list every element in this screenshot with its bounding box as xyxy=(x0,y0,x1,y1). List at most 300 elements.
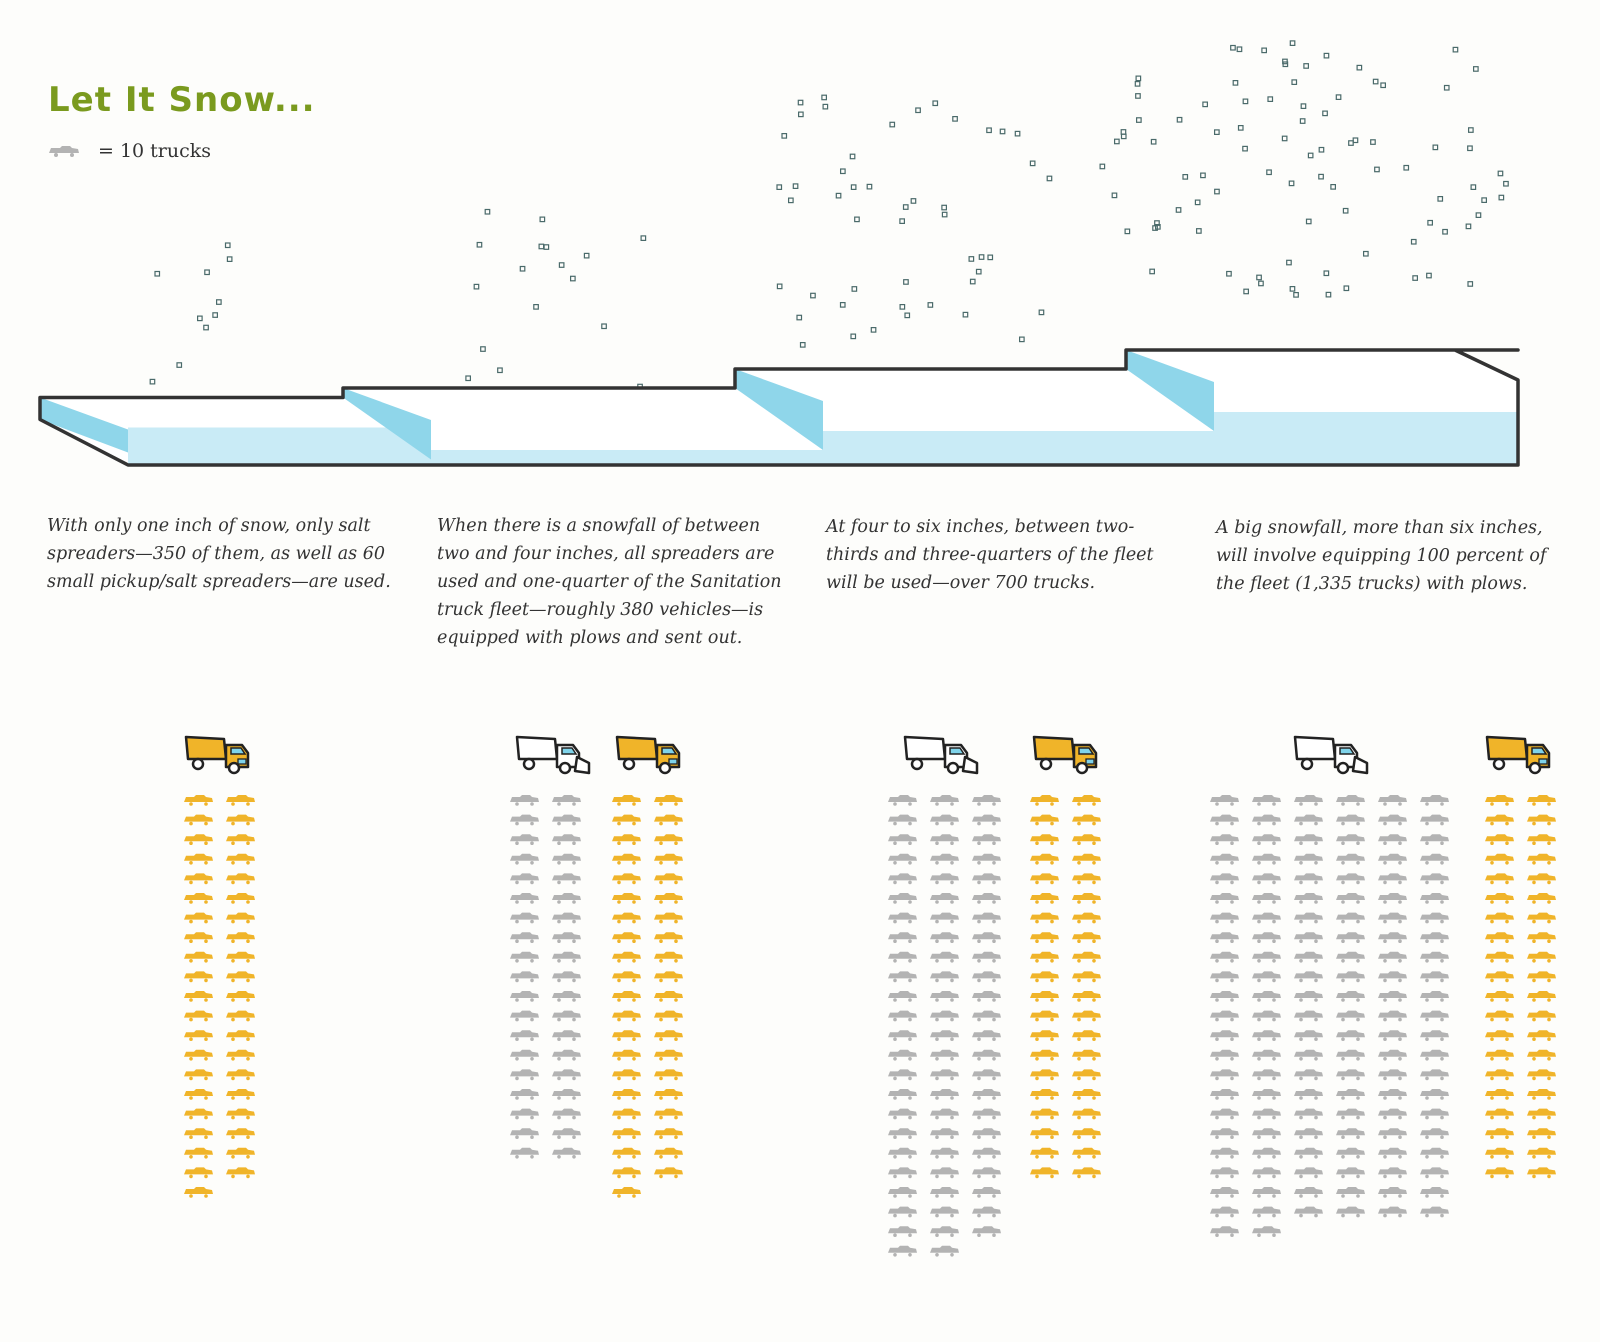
salt-spreader-unit xyxy=(1527,932,1556,943)
salt-spreader-unit xyxy=(184,1167,213,1178)
plow-truck-unit xyxy=(1252,1050,1281,1061)
snowflake xyxy=(1326,292,1331,297)
plow-truck-unit xyxy=(930,1128,959,1139)
snowflake xyxy=(1136,76,1141,81)
salt-spreader-unit xyxy=(1485,1030,1514,1041)
snowflake xyxy=(204,325,209,330)
snowflake xyxy=(1100,164,1105,169)
plow-truck-unit xyxy=(888,1069,917,1080)
plow-truck-unit xyxy=(1210,1226,1239,1237)
plow-truck-unit xyxy=(1336,1011,1365,1022)
plow-truck-unit xyxy=(930,1030,959,1041)
snowflake xyxy=(1319,174,1324,179)
salt-spreader-unit xyxy=(1030,952,1059,963)
plow-truck-unit xyxy=(1294,991,1323,1002)
plow-truck-unit xyxy=(1252,932,1281,943)
plow-truck-unit xyxy=(1210,834,1239,845)
plow-truck-unit xyxy=(1336,913,1365,924)
snowflake xyxy=(602,324,607,329)
salt-spreader-unit xyxy=(1072,1148,1101,1159)
salt-spreader-unit xyxy=(184,1148,213,1159)
salt-spreader-unit xyxy=(1072,1030,1101,1041)
salt-spreader-unit xyxy=(1485,1128,1514,1139)
plow-truck-unit xyxy=(552,834,581,845)
salt-spreader-unit xyxy=(184,991,213,1002)
snowflake xyxy=(1428,221,1433,226)
plow-truck-unit xyxy=(930,971,959,982)
snowflake xyxy=(823,104,828,109)
plow-truck-unit xyxy=(1336,1187,1365,1198)
plow-truck-unit xyxy=(1294,893,1323,904)
salt-spreader-unit xyxy=(654,873,683,884)
snowflake xyxy=(979,255,984,259)
salt-spreader-unit xyxy=(1030,1109,1059,1120)
salt-spreader-unit xyxy=(1527,1089,1556,1100)
plow-truck-unit xyxy=(1210,971,1239,982)
salt-spreader-unit xyxy=(612,913,641,924)
snowflake xyxy=(905,313,910,318)
snowflake xyxy=(1476,213,1481,218)
salt-spreader-unit xyxy=(1527,1030,1556,1041)
plow-truck-unit xyxy=(1336,873,1365,884)
snowflake xyxy=(1282,136,1287,141)
salt-spreader-unit xyxy=(1030,1128,1059,1139)
salt-spreader-unit xyxy=(1072,991,1101,1002)
plow-truck-unit xyxy=(972,991,1001,1002)
salt-spreader-unit xyxy=(184,932,213,943)
snowflake xyxy=(855,217,860,222)
snowflake xyxy=(481,347,486,352)
salt-spreader-unit xyxy=(1030,971,1059,982)
plow-truck-unit xyxy=(510,952,539,963)
plow-truck-unit xyxy=(888,854,917,865)
plow-truck-unit xyxy=(930,815,959,826)
salt-spreader-unit xyxy=(1485,1011,1514,1022)
plow-truck-unit xyxy=(1420,1089,1449,1100)
snowflake xyxy=(852,287,857,292)
snowflake xyxy=(474,284,479,289)
salt-spreader-unit xyxy=(226,932,255,943)
plow-truck-unit xyxy=(1378,1128,1407,1139)
plow-truck-unit xyxy=(1294,1030,1323,1041)
plow-truck-unit xyxy=(1294,1089,1323,1100)
snowflake xyxy=(811,293,816,298)
plow-truck-unit xyxy=(552,1109,581,1120)
salt-spreader-unit xyxy=(612,1109,641,1120)
plow-truck-unit xyxy=(972,893,1001,904)
salt-spreader-unit xyxy=(226,893,255,904)
snowflake xyxy=(797,315,802,320)
plow-truck-unit xyxy=(1252,1030,1281,1041)
snowflake xyxy=(1357,65,1362,70)
plow-truck-unit xyxy=(1252,1109,1281,1120)
salt-spreader-unit xyxy=(1527,1109,1556,1120)
snowflake xyxy=(1125,229,1130,234)
salt-spreader-unit xyxy=(1072,1011,1101,1022)
plow-truck-unit xyxy=(1378,971,1407,982)
snowflake xyxy=(205,270,210,275)
salt-spreader-unit xyxy=(654,815,683,826)
salt-spreader-unit xyxy=(1527,854,1556,865)
plow-truck-unit xyxy=(1336,952,1365,963)
plow-truck-unit xyxy=(552,1069,581,1080)
salt-spreader-unit xyxy=(1527,1069,1556,1080)
salt-spreader-unit xyxy=(1485,854,1514,865)
salt-spreader-unit xyxy=(1485,1050,1514,1061)
salt-spreader-unit xyxy=(184,1011,213,1022)
salt-spreader-unit xyxy=(1030,991,1059,1002)
plow-truck-unit xyxy=(972,932,1001,943)
snowflake xyxy=(1290,41,1295,46)
plow-truck-unit xyxy=(552,854,581,865)
plow-truck-unit xyxy=(1420,1030,1449,1041)
plow-truck-unit xyxy=(1210,932,1239,943)
plow-truck-unit xyxy=(1336,893,1365,904)
salt-spreader-unit xyxy=(226,834,255,845)
salt-spreader-unit xyxy=(1485,893,1514,904)
snowflake xyxy=(1443,230,1448,235)
plow-truck-unit xyxy=(1378,1109,1407,1120)
snowflake xyxy=(963,312,968,317)
plow-truck-unit xyxy=(1336,1089,1365,1100)
snowflake xyxy=(177,363,182,368)
plow-truck-unit xyxy=(888,913,917,924)
plow-truck-unit xyxy=(510,1109,539,1120)
plow-truck-unit xyxy=(1252,1187,1281,1198)
plow-truck-unit xyxy=(972,952,1001,963)
snowflake xyxy=(1375,167,1380,172)
plow-truck-unit xyxy=(930,952,959,963)
plow-truck-unit xyxy=(1378,1207,1407,1218)
snowflake xyxy=(1371,140,1376,145)
snowflake xyxy=(1137,118,1142,123)
plow-truck-unit xyxy=(510,1030,539,1041)
salt-spreader-unit xyxy=(1485,795,1514,806)
snowflake xyxy=(1289,181,1294,186)
plow-truck-unit xyxy=(1378,873,1407,884)
snowflake xyxy=(1287,260,1292,265)
snowflake xyxy=(798,100,803,105)
salt-spreader-unit xyxy=(184,971,213,982)
plow-truck-unit xyxy=(552,1050,581,1061)
plow-truck-unit xyxy=(1378,834,1407,845)
snowflake xyxy=(227,257,232,262)
salt-spreader-unit xyxy=(184,873,213,884)
plow-truck-unit xyxy=(510,1050,539,1061)
salt-spreader-unit xyxy=(1072,815,1101,826)
plow-truck-unit xyxy=(1420,1128,1449,1139)
snowflake xyxy=(466,376,471,381)
plow-truck-unit xyxy=(930,873,959,884)
snowflake xyxy=(1294,293,1299,298)
plow-truck-unit xyxy=(1294,1128,1323,1139)
salt-spreader-unit xyxy=(1072,1069,1101,1080)
plow-truck-unit xyxy=(1336,815,1365,826)
snowflake xyxy=(789,198,794,203)
salt-spreader-unit xyxy=(184,1030,213,1041)
plow-truck-unit xyxy=(1210,873,1239,884)
plow-truck-unit xyxy=(972,1207,1001,1218)
plow-truck-unit xyxy=(1294,1148,1323,1159)
plow-truck-unit xyxy=(888,1167,917,1178)
plow-truck-unit xyxy=(552,1128,581,1139)
snowflake xyxy=(1239,126,1244,131)
salt-spreader-unit xyxy=(1527,815,1556,826)
salt-spreader-unit xyxy=(654,1148,683,1159)
salt-spreader-unit xyxy=(654,991,683,1002)
plow-truck-unit xyxy=(1294,1207,1323,1218)
salt-spreader-unit xyxy=(612,815,641,826)
snowflake xyxy=(540,217,545,222)
salt-spreader-unit xyxy=(184,1128,213,1139)
salt-spreader-unit xyxy=(1485,1167,1514,1178)
salt-spreader-unit xyxy=(226,1109,255,1120)
snowflake xyxy=(198,316,203,321)
plow-truck-unit xyxy=(972,1069,1001,1080)
snowflake xyxy=(900,305,905,310)
snowflake xyxy=(782,134,787,139)
snowflake xyxy=(1307,219,1312,224)
salt-spreader-unit xyxy=(1485,952,1514,963)
plow-truck-unit xyxy=(888,834,917,845)
plow-truck-unit xyxy=(1420,1069,1449,1080)
snowflake xyxy=(1215,130,1220,135)
truck-pictogram xyxy=(184,737,1556,1257)
snowflake xyxy=(1195,200,1200,205)
salt-spreader-unit xyxy=(226,1030,255,1041)
plow-truck-unit xyxy=(1210,1109,1239,1120)
plow-truck-unit xyxy=(1378,952,1407,963)
salt-spreader-unit xyxy=(654,1050,683,1061)
snowflake xyxy=(217,300,222,305)
plow-truck-unit xyxy=(1336,795,1365,806)
snowflake xyxy=(916,108,921,113)
plow-truck-unit xyxy=(930,1226,959,1237)
plow-truck-unit xyxy=(888,1050,917,1061)
snowflake xyxy=(1112,193,1117,198)
snowflake xyxy=(988,255,993,260)
salt-spreader-unit xyxy=(1527,1011,1556,1022)
plow-truck-unit xyxy=(1252,1069,1281,1080)
snowflake xyxy=(1015,131,1020,136)
salt-spreader-unit xyxy=(1527,952,1556,963)
plow-truck-unit xyxy=(1252,1148,1281,1159)
salt-spreader-unit xyxy=(1527,873,1556,884)
plow-truck-unit xyxy=(1210,1069,1239,1080)
snowflake xyxy=(1364,252,1369,257)
plow-truck-unit xyxy=(510,893,539,904)
plow-truck-unit xyxy=(1336,1148,1365,1159)
salt-spreader-unit xyxy=(1030,1089,1059,1100)
plow-truck-unit xyxy=(1378,991,1407,1002)
snowflake xyxy=(1373,79,1378,84)
snowflake xyxy=(1243,146,1248,151)
plow-truck-unit xyxy=(1210,952,1239,963)
salt-spreader-unit xyxy=(654,893,683,904)
plow-truck-unit xyxy=(930,1011,959,1022)
snowflake xyxy=(841,169,846,174)
plow-truck-unit xyxy=(1294,1109,1323,1120)
plow-truck-unit xyxy=(930,893,959,904)
snowflake xyxy=(1292,80,1297,85)
snowflake xyxy=(867,184,872,189)
plow-truck-unit xyxy=(1420,1148,1449,1159)
plow-truck-unit xyxy=(510,932,539,943)
salt-spreader-icon xyxy=(1034,737,1096,773)
salt-spreader-unit xyxy=(1030,873,1059,884)
snowflake xyxy=(1227,272,1232,277)
snowflake xyxy=(1267,170,1272,175)
salt-spreader-unit xyxy=(612,1069,641,1080)
salt-spreader-unit xyxy=(184,795,213,806)
snowflake xyxy=(1300,119,1305,124)
snowflake xyxy=(971,279,976,284)
salt-spreader-unit xyxy=(184,1109,213,1120)
plow-truck-unit xyxy=(1210,1148,1239,1159)
snowflake xyxy=(1177,118,1182,123)
plow-truck-unit xyxy=(972,873,1001,884)
plow-truck-unit xyxy=(1378,1187,1407,1198)
plow-truck-unit xyxy=(888,815,917,826)
snowflake xyxy=(1427,273,1432,278)
plow-truck-unit xyxy=(510,1148,539,1159)
plow-truck-icon xyxy=(1295,737,1367,773)
salt-spreader-unit xyxy=(654,1069,683,1080)
snowflake xyxy=(1499,195,1504,200)
plow-truck-icon xyxy=(905,737,977,773)
plow-truck-unit xyxy=(972,854,1001,865)
salt-spreader-unit xyxy=(612,1128,641,1139)
salt-spreader-unit xyxy=(1030,815,1059,826)
salt-spreader-unit xyxy=(654,932,683,943)
salt-spreader-unit xyxy=(1485,1148,1514,1159)
plow-truck-unit xyxy=(972,1187,1001,1198)
snowflake xyxy=(1324,53,1329,58)
snowflake xyxy=(801,343,806,348)
plow-truck-unit xyxy=(1210,893,1239,904)
plow-truck-unit xyxy=(1336,991,1365,1002)
salt-spreader-unit xyxy=(226,1089,255,1100)
salt-spreader-unit xyxy=(1030,1069,1059,1080)
plow-truck-unit xyxy=(510,1069,539,1080)
plow-truck-unit xyxy=(1420,1207,1449,1218)
snowflake xyxy=(942,212,947,217)
salt-spreader-unit xyxy=(1072,1050,1101,1061)
snowflake xyxy=(1504,182,1509,187)
plow-truck-unit xyxy=(1420,795,1449,806)
snow-step-face xyxy=(1214,412,1518,465)
salt-spreader-unit xyxy=(184,854,213,865)
plow-truck-unit xyxy=(972,834,1001,845)
plow-truck-unit xyxy=(1252,1011,1281,1022)
plow-truck-unit xyxy=(972,1089,1001,1100)
snowflake xyxy=(1344,286,1349,291)
salt-spreader-unit xyxy=(1527,1167,1556,1178)
snowflake xyxy=(851,185,856,190)
plow-truck-unit xyxy=(930,1109,959,1120)
snowflake xyxy=(1000,129,1005,134)
plow-truck-unit xyxy=(1336,1207,1365,1218)
plow-truck-unit xyxy=(552,971,581,982)
snowflake xyxy=(641,236,646,241)
salt-spreader-unit xyxy=(1485,932,1514,943)
salt-spreader-unit xyxy=(612,834,641,845)
snowflake xyxy=(1176,208,1181,213)
snowflake xyxy=(1203,102,1208,107)
plow-truck-unit xyxy=(1210,854,1239,865)
salt-spreader-unit xyxy=(226,873,255,884)
snowflake xyxy=(822,95,827,100)
plow-truck-unit xyxy=(552,913,581,924)
salt-spreader-unit xyxy=(1527,1050,1556,1061)
snowflake xyxy=(1243,99,1248,104)
snowflake xyxy=(933,101,938,106)
snowflake xyxy=(890,122,895,127)
plow-truck-unit xyxy=(1252,1226,1281,1237)
salt-spreader-unit xyxy=(226,1167,255,1178)
plow-truck-unit xyxy=(972,1128,1001,1139)
salt-spreader-unit xyxy=(654,952,683,963)
snowflake xyxy=(1030,161,1035,166)
salt-spreader-unit xyxy=(1072,952,1101,963)
plow-truck-unit xyxy=(1252,815,1281,826)
salt-spreader-unit xyxy=(1527,971,1556,982)
salt-spreader-unit xyxy=(1072,932,1101,943)
salt-spreader-unit xyxy=(612,1011,641,1022)
plow-truck-unit xyxy=(1210,815,1239,826)
plow-truck-unit xyxy=(1420,971,1449,982)
plow-truck-unit xyxy=(1420,913,1449,924)
plow-truck-unit xyxy=(552,1030,581,1041)
snowflake xyxy=(793,184,798,189)
plow-truck-unit xyxy=(1252,952,1281,963)
salt-spreader-unit xyxy=(654,834,683,845)
snowflake xyxy=(777,185,782,190)
snowflake xyxy=(851,334,856,339)
plow-truck-unit xyxy=(1252,1089,1281,1100)
snowflake xyxy=(1136,94,1141,99)
snowflake xyxy=(1150,269,1155,274)
salt-spreader-unit xyxy=(612,893,641,904)
snow-step-face xyxy=(128,428,431,466)
snowflake xyxy=(539,244,544,249)
salt-spreader-unit xyxy=(1527,1128,1556,1139)
snowflake xyxy=(1244,289,1249,294)
salt-spreader-unit xyxy=(612,1089,641,1100)
salt-spreader-unit xyxy=(654,1128,683,1139)
plow-truck-unit xyxy=(1378,1089,1407,1100)
plow-truck-unit xyxy=(972,1050,1001,1061)
salt-spreader-unit xyxy=(1072,971,1101,982)
snowflake xyxy=(911,199,916,204)
salt-spreader-unit xyxy=(1030,1050,1059,1061)
salt-spreader-unit xyxy=(1072,795,1101,806)
snowflake xyxy=(1453,47,1458,52)
salt-spreader-unit xyxy=(184,1069,213,1080)
plow-truck-unit xyxy=(888,952,917,963)
snowflake xyxy=(544,245,549,250)
plow-truck-unit xyxy=(1336,932,1365,943)
plow-truck-unit xyxy=(1336,971,1365,982)
plow-truck-unit xyxy=(930,991,959,1002)
plow-truck-unit xyxy=(930,1148,959,1159)
snow-step-face xyxy=(823,431,1214,465)
salt-spreader-unit xyxy=(612,873,641,884)
plow-truck-unit xyxy=(888,1089,917,1100)
plow-truck-unit xyxy=(972,815,1001,826)
plow-truck-unit xyxy=(888,1187,917,1198)
plow-truck-unit xyxy=(930,795,959,806)
